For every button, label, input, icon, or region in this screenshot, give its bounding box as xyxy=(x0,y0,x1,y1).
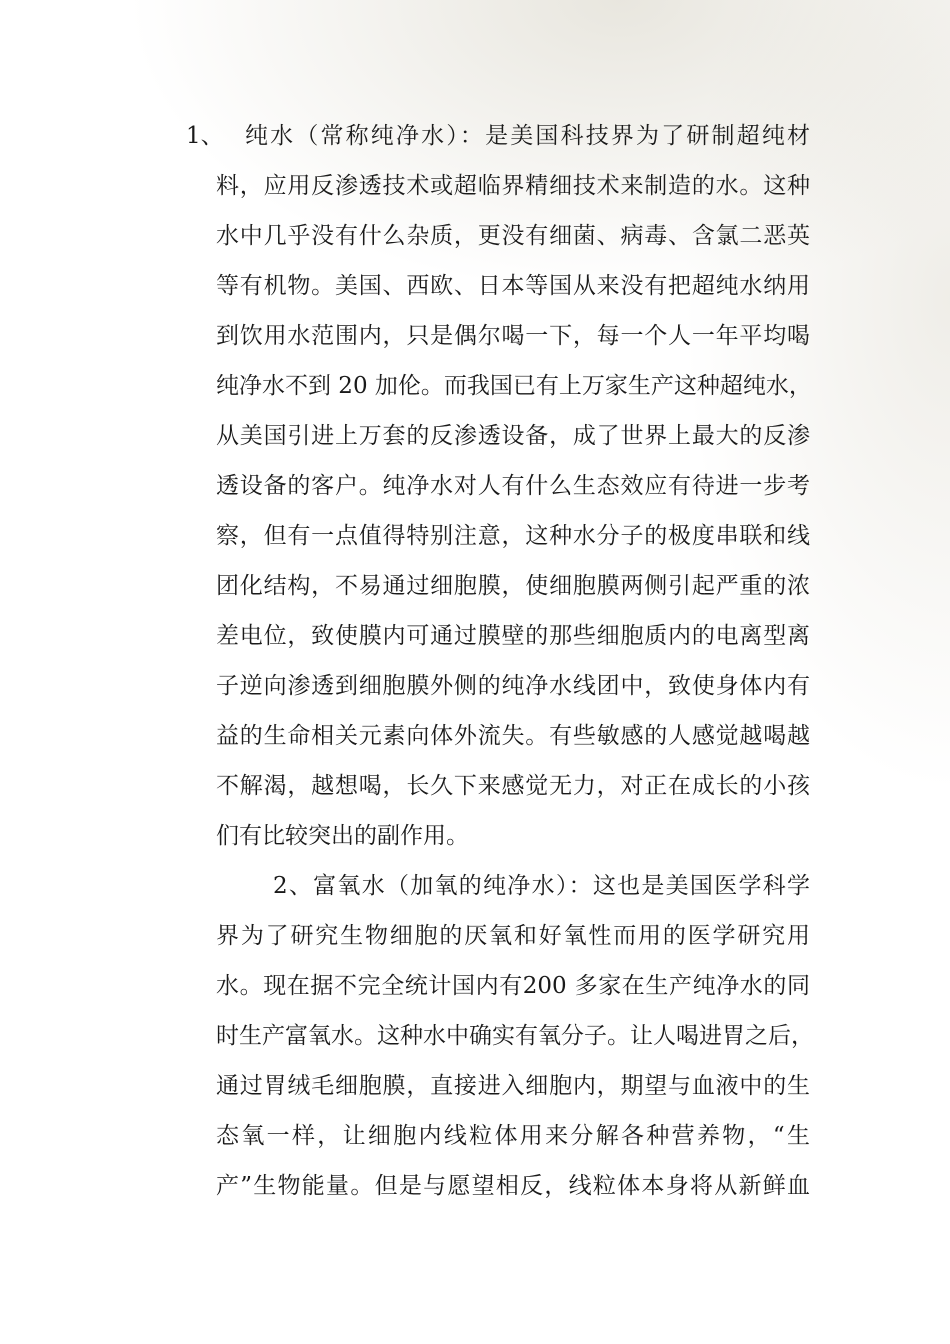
paragraph-1-line-5: 到饮用水范围内，只是偶尔喝一下，每一个人一年平均喝 xyxy=(216,323,810,349)
paragraph-1-line-9: 察，但有一点值得特别注意，这种水分子的极度串联和线 xyxy=(216,523,810,549)
paragraph-1-line-13: 益的生命相关元素向体外流失。有些敏感的人感觉越喝越 xyxy=(216,723,810,749)
paragraph-2-line-4: 时生产富氧水。这种水中确实有氧分子。让人喝进胃之后， xyxy=(216,1023,814,1049)
paragraph-1-line-10: 团化结构，不易通过细胞膜，使细胞膜两侧引起严重的浓 xyxy=(216,573,810,599)
paragraph-2-line-1: 2、富氧水（加氧的纯净水）：这也是美国医学科学 xyxy=(273,873,810,899)
paragraph-1-line-8: 透设备的客户。纯净水对人有什么生态效应有待进一步考 xyxy=(216,473,810,499)
paragraph-1-line-6: 纯净水不到 20 加伦。而我国已有上万家生产这种超纯水， xyxy=(216,373,812,399)
paragraph-1-line-7: 从美国引进上万套的反渗透设备，成了世界上最大的反渗 xyxy=(216,423,810,449)
paragraph-1-line-14: 不解渴，越想喝，长久下来感觉无力，对正在成长的小孩 xyxy=(216,773,810,799)
paragraph-1-line-3: 水中几乎没有什么杂质，更没有细菌、病毒、含氯二恶英 xyxy=(216,223,810,249)
list-number-1: 1、 xyxy=(186,123,224,149)
paragraph-2-line-7: 产”生物能量。但是与愿望相反，线粒体本身将从新鲜血 xyxy=(216,1173,810,1199)
paragraph-2-line-6: 态氧一样，让细胞内线粒体用来分解各种营养物，“生 xyxy=(216,1123,810,1149)
paragraph-1-line-2: 料，应用反渗透技术或超临界精细技术来制造的水。这种 xyxy=(216,173,810,199)
paragraph-2-line-3: 水。现在据不完全统计国内有200 多家在生产纯净水的同 xyxy=(216,973,810,999)
paragraph-2-line-2: 界为了研究生物细胞的厌氧和好氧性而用的医学研究用 xyxy=(216,923,810,949)
paragraph-1-line-1: 纯水（常称纯净水）：是美国科技界为了研制超纯材 xyxy=(245,123,810,149)
paragraph-1-line-4: 等有机物。美国、西欧、日本等国从来没有把超纯水纳用 xyxy=(216,273,810,299)
paragraph-2-line-5: 通过胃绒毛细胞膜，直接进入细胞内，期望与血液中的生 xyxy=(216,1073,810,1099)
paragraph-1-line-15: 们有比较突出的副作用。 xyxy=(216,823,469,849)
paragraph-1-line-11: 差电位，致使膜内可通过膜壁的那些细胞质内的电离型离 xyxy=(216,623,810,649)
paragraph-1-line-12: 子逆向渗透到细胞膜外侧的纯净水线团中，致使身体内有 xyxy=(216,673,810,699)
